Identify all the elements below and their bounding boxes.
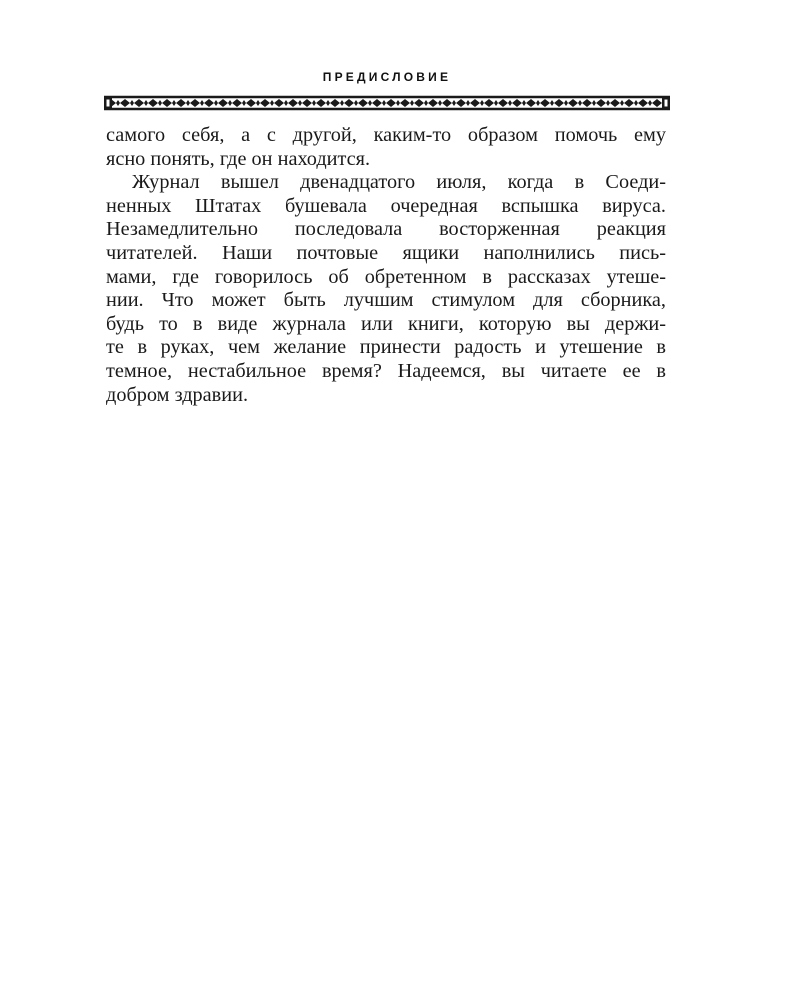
running-title: ПРЕДИСЛОВИЕ — [322, 70, 452, 84]
paragraph-continuation — [106, 124, 666, 171]
text-line: ясно понять, где он находится. — [106, 147, 371, 170]
body-text — [106, 124, 666, 407]
text-line: будь то в виде журнала или книги, которую вы держи- — [106, 312, 666, 335]
decorative-border-ornament-icon — [104, 95, 670, 111]
text-line: темное, нестабильное время? Надеемся, вы читаете ее в — [106, 359, 666, 382]
text-line: ненных Штатах бушевала очередная вспышка вируса. — [106, 194, 666, 217]
text-line: те в руках, чем желание принести радость и утешение в — [106, 336, 666, 359]
paragraph — [106, 171, 666, 407]
text-line: нии. Что может быть лучшим стимулом для сборника, — [106, 289, 666, 312]
text-line: самого себя, а с другой, каким-то образом помочь ему — [106, 124, 666, 146]
text-line: мами, где говорилось об обретенном в рассказах утеше- — [106, 265, 666, 288]
text-line: Журнал вышел двенадцатого июля, когда в Соеди- — [132, 171, 666, 194]
page-header — [104, 68, 670, 86]
text-line: добром здравии. — [106, 383, 249, 406]
text-line: Незамедлительно последовала восторженная реакция — [106, 218, 666, 241]
text-line: читателей. Наши почтовые ящики наполнились пись- — [106, 241, 666, 264]
